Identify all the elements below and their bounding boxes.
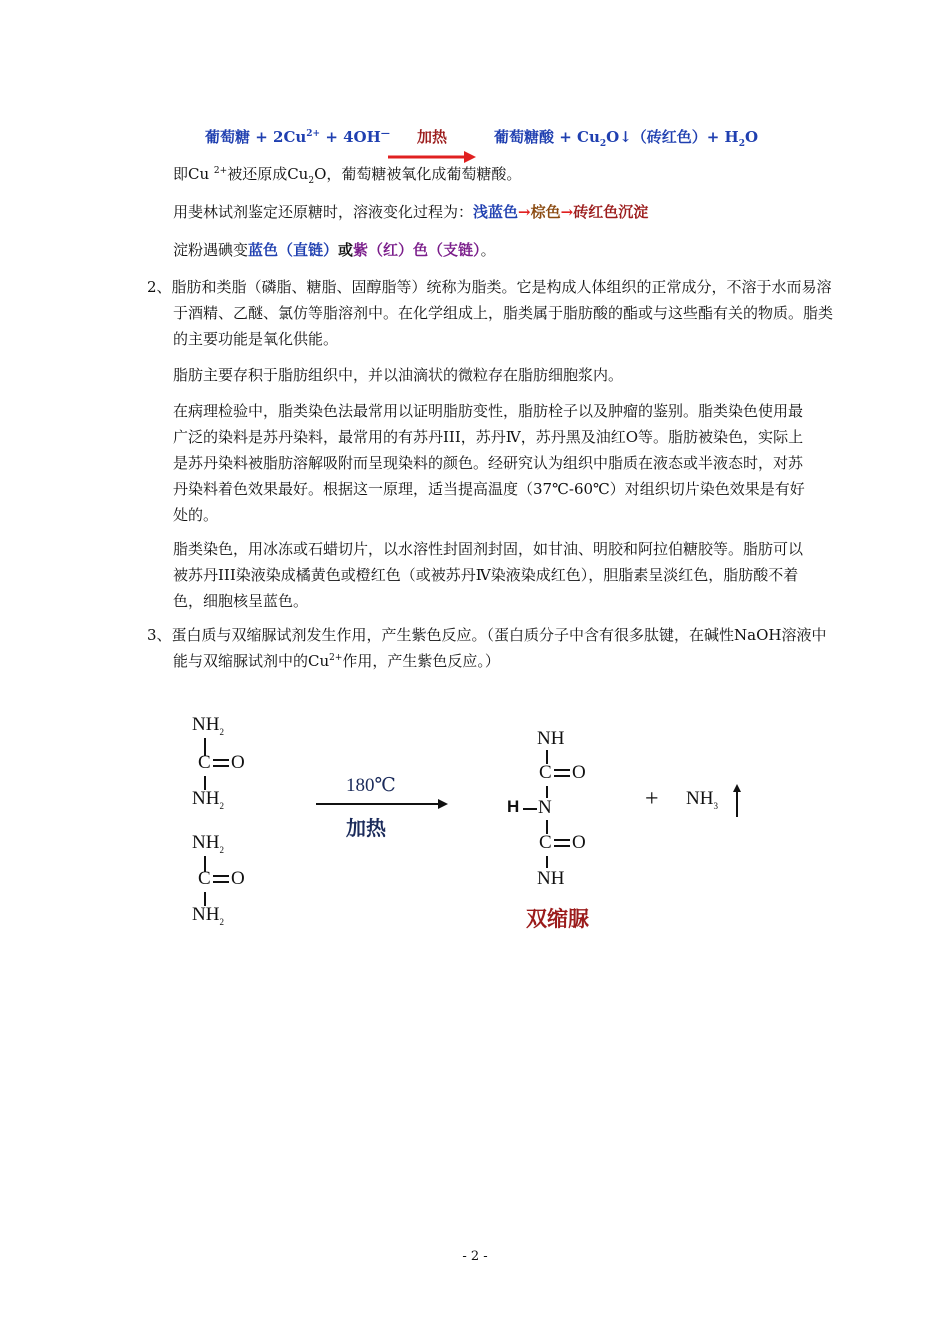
biuret-carbonyl-top: C xyxy=(539,762,552,783)
urea-nh2-top-1: $NH_2$ xyxy=(192,714,224,737)
carbonyl-1: C xyxy=(198,752,211,773)
double-bond xyxy=(213,875,229,877)
oxygen-1: O xyxy=(231,752,245,773)
section-3: 3、蛋白质与双缩脲试剂发生作用，产生紫色反应。（蛋白质分子中含有很多肽键，在碱性NaOH溶液中能与双缩脲试剂中的$Cu^{2+}$作用，产生紫色反应。） xyxy=(147,626,827,670)
urea-nh2-bottom-1: $NH_2$ xyxy=(192,788,224,811)
double-bond xyxy=(213,759,229,761)
section-2-p1: 脂肪主要存积于脂肪组织中，并以油滴状的微粒存在脂肪细胞浆内。 xyxy=(173,366,624,384)
biuret-name: 双缩脲 xyxy=(526,908,589,931)
urea-nh2-top-2: $NH_2$ xyxy=(192,832,224,855)
double-bond xyxy=(554,775,570,777)
biuret-n: N xyxy=(538,797,552,818)
section-2-intro: 2、脂肪和类脂（磷脂、糖脂、固醇脂等）统称为脂类。它是构成人体组织的正常成分，不溶于水而易溶于酒精、乙醚、氯仿等脂溶剂中。在化学组成上，脂类属于脂肪酸的酯或与这些酯有关的物质。脂类的主要功能是氧化供能。 xyxy=(147,278,834,348)
temperature-label: 180℃ xyxy=(346,775,396,796)
urea-nh2-bottom-2: $NH_2$ xyxy=(192,904,224,927)
biuret-oxygen-bottom: O xyxy=(572,832,586,853)
equation-left: 葡萄糖 + $2Cu^{2+} + 4OH^—$ xyxy=(205,128,390,146)
biuret-diagram xyxy=(180,708,780,948)
arrow-head xyxy=(438,799,448,809)
gas-up-arrow xyxy=(732,784,742,818)
fehling-line: 用斐林试剂鉴定还原糖时，溶液变化过程为：浅蓝色→棕色→砖红色沉淀 xyxy=(173,203,649,221)
biuret-oxygen-top: O xyxy=(572,762,586,783)
section-2-p2: 在病理检验中，脂类染色法最常用以证明脂肪变性，脂肪栓子以及肿瘤的鉴别。脂类染色使用最广泛的染料是苏丹染料，最常用的有苏丹III，苏丹Ⅳ，苏丹黑及油红O等。脂肪被染色，实际上是苏丹染料被脂肪溶解吸附而呈现染料的颜色。经研究认为组织中脂质在液态或半液态时，对苏丹染料着色效果最好。根据这一原理，适当提高温度（37℃-60℃）对组织切片染色效果是有好处的。 xyxy=(173,402,805,524)
biuret-carbonyl-bottom: C xyxy=(539,832,552,853)
carbonyl-2: C xyxy=(198,868,211,889)
bond xyxy=(523,808,537,810)
ammonia: $NH_3$ xyxy=(686,788,718,811)
oxygen-2: O xyxy=(231,868,245,889)
equation-right: 葡萄糖酸 + $Cu_2O↓$（砖红色）+ $H_2O$ xyxy=(494,128,759,149)
biuret-nh-top: NH xyxy=(537,728,565,749)
biuret-h: H xyxy=(507,797,520,816)
biuret-nh-bottom: NH xyxy=(537,868,565,889)
double-bond xyxy=(554,839,570,841)
section-2-p3: 脂类染色，用冰冻或石蜡切片，以水溶性封固剂封固，如甘油、明胶和阿拉伯糖胶等。脂肪可以被苏丹III染液染成橘黄色或橙红色（或被苏丹Ⅳ染液染成红色），胆脂素呈淡红色，脂肪酸不着色，细胞核呈蓝色。 xyxy=(173,540,804,610)
plus-sign: + xyxy=(645,786,659,812)
bond xyxy=(546,856,548,868)
double-bond xyxy=(213,881,229,883)
starch-line: 淀粉遇碘变蓝色（直链）或紫（红）色（支链）。 xyxy=(173,241,496,259)
double-bond xyxy=(554,845,570,847)
conditions-arrow xyxy=(316,803,444,805)
heat-label: 加热 xyxy=(346,818,386,840)
reduction-line: 即Cu $^{2+}$被还原成$Cu_2O$，葡萄糖被氧化成葡萄糖酸。 xyxy=(173,165,522,186)
double-bond xyxy=(213,765,229,767)
equation-condition: 加热 xyxy=(417,128,448,146)
double-bond xyxy=(554,769,570,771)
page-number: - 2 - xyxy=(462,1249,488,1264)
